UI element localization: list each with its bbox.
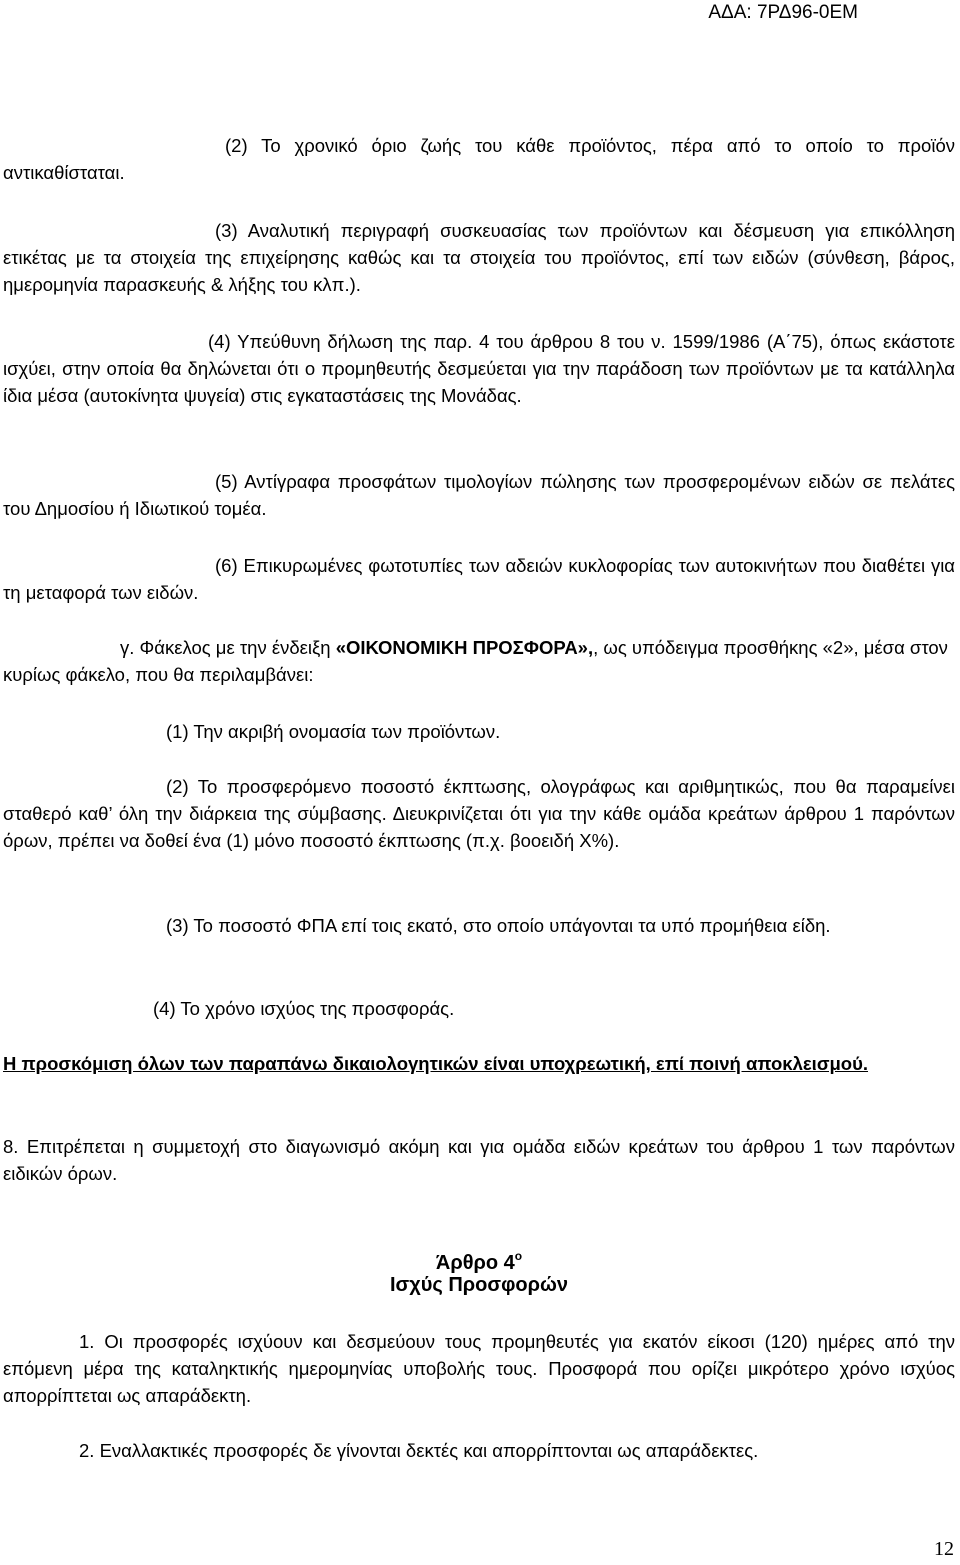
text: (1) Την ακριβή ονομασία των προϊόντων. xyxy=(166,721,501,742)
article-subtitle: Ισχύς Προσφορών xyxy=(390,1274,568,1296)
item-g3 xyxy=(3,912,955,939)
item-g1 xyxy=(3,718,955,745)
paragraph-3 xyxy=(3,217,955,298)
text: (2) Το χρονικό όριο ζωής του κάθε προϊόντος, πέρα από το οποίο το προϊόν αντικαθίσταται. xyxy=(3,135,955,183)
text: (4) Το χρόνο ισχύος της προσφοράς. xyxy=(153,998,455,1019)
ada-header: ΑΔΑ: 7ΡΔ96-0ΕΜ xyxy=(708,2,858,23)
article-title-sup: ο xyxy=(514,1249,523,1263)
text: , ως υπόδειγμα προσθήκης «2», μέσα στον κυρίως φάκελο, που θα περιλαμβάνει: xyxy=(3,637,948,685)
item-g4 xyxy=(3,995,955,1022)
text: (3) Αναλυτική περιγραφή συσκευασίας των προϊόντων και δέσμευση για επικόλληση ετικέτας με τα στοιχεία της επιχείρησης καθώς και τα στοιχεία του προϊόντος, επί των ειδών (σύνθεση, βάρος, ημερομηνία παρασκευής & λήξης του κλπ.). xyxy=(3,220,955,295)
paragraph-g xyxy=(3,634,955,688)
paragraph-6 xyxy=(3,552,955,606)
text: (6) Επικυρωμένες φωτοτυπίες των αδειών κυκλοφορίας των αυτοκινήτων που διαθέτει για τη μεταφορά των ειδών. xyxy=(3,555,955,603)
text: 1. Οι προσφορές ισχύουν και δεσμεύουν τους προμηθευτές για εκατόν είκοσι (120) ημέρες από την επόμενη μέρα της καταληκτικής ημερομηνίας υποβολής τους. Προσφορά που ορίζει μικρότερο χρόνο ισχύος απορρίπτεται ως απαράδεκτη. xyxy=(3,1331,955,1406)
text: γ. Φάκελος με την ένδειξη xyxy=(120,637,336,658)
paragraph-4 xyxy=(3,328,955,409)
mandatory-notice: Η προσκόμιση όλων των παραπάνω δικαιολογητικών είναι υποχρεωτική, επί ποινή αποκλεισμού. xyxy=(3,1053,869,1074)
item-g2 xyxy=(3,773,955,854)
text: (4) Υπεύθυνη δήλωση της παρ. 4 του άρθρου 8 του ν. 1599/1986 (Α΄75), όπως εκάστοτε ισχύει, στην οποία θα δηλώνεται ότι ο προμηθευτής δεσμεύεται για την παράδοση των προϊόντων με τα κατάλληλα ίδια μέσα (αυτοκίνητα ψυγεία) στις εγκαταστάσεις της Μονάδας. xyxy=(3,331,955,406)
page-number: 12 xyxy=(934,1538,954,1560)
text: 2. Εναλλακτικές προσφορές δε γίνονται δεκτές και απορρίπτονται ως απαράδεκτες. xyxy=(79,1440,759,1461)
paragraph-2 xyxy=(3,132,955,186)
article-title-text: Άρθρο 4 xyxy=(435,1252,515,1274)
text: (3) Το ποσοστό ΦΠΑ επί τοις εκατό, στο οποίο υπάγονται τα υπό προμήθεια είδη. xyxy=(166,915,831,936)
article-item-1 xyxy=(3,1328,955,1409)
financial-offer-label: «ΟΙΚΟΝΟΜΙΚΗ ΠΡΟΣΦΟΡΑ», xyxy=(335,637,594,658)
article-item-2 xyxy=(3,1437,955,1464)
paragraph-8: 8. Επιτρέπεται η συμμετοχή στο διαγωνισμό ακόμη και για ομάδα ειδών κρεάτων του άρθρου 1 των παρόντων ειδικών όρων. xyxy=(3,1136,955,1184)
text: (2) Το προσφερόμενο ποσοστό έκπτωσης, ολογράφως και αριθμητικώς, που θα παραμείνει σταθερό καθ’ όλη την διάρκεια της σύμβασης. Διευκρινίζεται ότι για την κάθε ομάδα κρεάτων άρθρου 1 παρόντων όρων, πρέπει να δοθεί ένα (1) μόνο ποσοστό έκπτωσης (π.χ. βοοειδή Χ%). xyxy=(3,776,955,851)
paragraph-5 xyxy=(3,468,955,522)
text: (5) Αντίγραφα προσφάτων τιμολογίων πώλησης των προσφερομένων ειδών σε πελάτες του Δημοσίου ή Ιδιωτικού τομέα. xyxy=(3,471,955,519)
